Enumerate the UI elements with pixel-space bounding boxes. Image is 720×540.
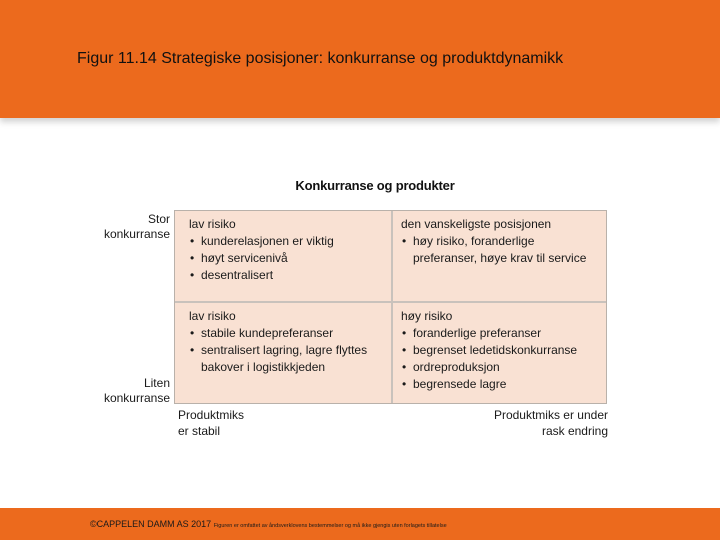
bullet-item: • høy risiko, foranderlige preferanser, høye krav til service [401, 233, 601, 267]
bullet-item: • begrensede lagre [401, 376, 577, 393]
y-axis-top-label [100, 212, 170, 242]
x-axis-left-label-line2: er stabil [178, 424, 221, 438]
bullet-item: • desentralisert [189, 267, 334, 284]
grid-vertical-divider [391, 211, 393, 403]
footer-copyright: ©CAPPELEN DAMM AS 2017 [90, 519, 212, 529]
x-axis-left-label [178, 407, 288, 439]
bullet-item: • begrenset ledetidskonkurranse [401, 342, 577, 359]
footer-notice: Figuren er omfattet av åndsverklovens bestemmelser og må ikke gjengis uten forlagets tillatelse [213, 523, 447, 529]
x-axis-right-label-line2: rask endring [541, 424, 608, 438]
grid-horizontal-divider [175, 301, 606, 303]
quadrant-title: den vanskeligste posisjonen [401, 217, 552, 231]
footer [90, 519, 447, 529]
y-axis-top-label-line2: konkurranse [103, 227, 170, 241]
quadrant-title: lav risiko [189, 309, 236, 323]
y-axis-top-label-line1: Stor [147, 212, 170, 226]
quadrant-bottom-left [189, 308, 384, 376]
slide-title: Figur 11.14 Strategiske posisjoner: konkurranse og produktdynamikk [77, 50, 564, 67]
bullet-list [401, 233, 601, 267]
y-axis-bottom-label-line1: Liten [143, 376, 170, 390]
quadrant-top-right [401, 216, 601, 267]
quadrant-title: høy risiko [401, 309, 453, 323]
quadrant-bottom-right [401, 308, 577, 393]
quadrant-top-left [189, 216, 334, 284]
bullet-item: • høyt servicenivå [189, 250, 334, 267]
quadrant-grid [174, 210, 607, 404]
bullet-item: • stabile kundepreferanser [189, 325, 384, 342]
bullet-list [189, 233, 334, 284]
quadrant-title: lav risiko [189, 217, 236, 231]
diagram-title: Konkurranse og produkter [295, 178, 455, 193]
bullet-item: • kunderelasjonen er viktig [189, 233, 334, 250]
bullet-item: • ordreproduksjon [401, 359, 577, 376]
bullet-item: • foranderlige preferanser [401, 325, 577, 342]
y-axis-bottom-label-line2: konkurranse [103, 391, 170, 405]
bullet-list [189, 325, 384, 376]
x-axis-right-label [468, 407, 608, 439]
x-axis-right-label-line1: Produktmiks er under [493, 408, 608, 422]
bullet-list [401, 325, 577, 393]
y-axis-bottom-label [100, 376, 170, 406]
bullet-item: • sentralisert lagring, lagre flyttes bakover i logistikkjeden [189, 342, 384, 376]
x-axis-left-label-line1: Produktmiks [178, 408, 245, 422]
